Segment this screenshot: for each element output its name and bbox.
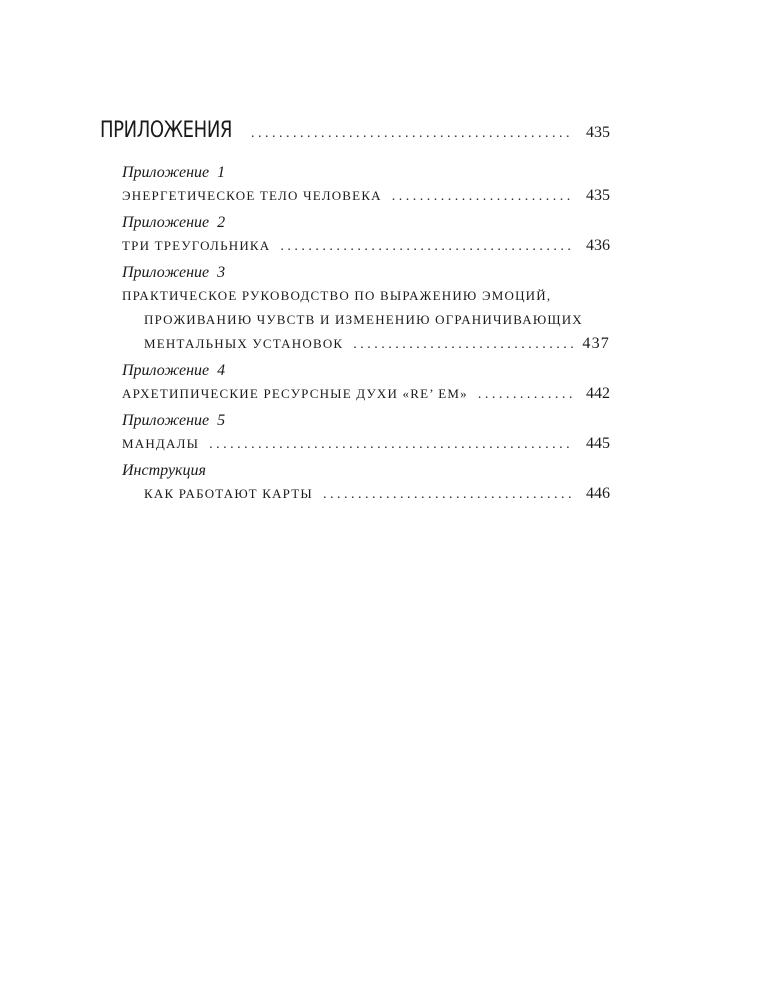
section-title: ПРИЛОЖЕНИЯ xyxy=(100,118,233,143)
dot-leader xyxy=(353,333,574,357)
dot-leader xyxy=(251,126,574,142)
toc-entry-multiline[interactable] xyxy=(122,284,610,356)
toc-section-row[interactable] xyxy=(100,118,610,158)
dot-leader xyxy=(323,483,574,507)
dot-leader xyxy=(209,433,574,457)
toc-entry[interactable] xyxy=(122,482,610,506)
entry-title-line: МЕНТАЛЬНЫХ УСТАНОВОК xyxy=(144,336,344,351)
appendix-label: Приложение 4 xyxy=(122,362,226,379)
entry-title: КАК РАБОТАЮТ КАРТЫ xyxy=(144,486,313,501)
dot-leader xyxy=(280,235,574,259)
instruction-label: Инструкция xyxy=(122,462,206,479)
appendix-list xyxy=(100,162,610,506)
entry-title: ТРИ ТРЕУГОЛЬНИКА xyxy=(122,238,271,253)
page-number: 435 xyxy=(586,187,610,204)
entry-title: АРХЕТИПИЧЕСКИЕ РЕСУРСНЫЕ ДУХИ «RE’ EM» xyxy=(122,386,468,401)
appendix-label: Приложение 1 xyxy=(122,164,226,181)
toc-entry[interactable] xyxy=(122,234,610,258)
appendix-label: Приложение 5 xyxy=(122,412,226,429)
page-number: 442 xyxy=(586,385,610,402)
entry-title: МАНДАЛЫ xyxy=(122,436,200,451)
entry-title-line: ПРАКТИЧЕСКОЕ РУКОВОДСТВО ПО ВЫРАЖЕНИЮ ЭМОЦИЙ, xyxy=(122,288,552,303)
toc-entry[interactable] xyxy=(122,184,610,208)
entry-title: ЭНЕРГЕТИЧЕСКОЕ ТЕЛО ЧЕЛОВЕКА xyxy=(122,188,382,203)
table-of-contents xyxy=(100,118,610,510)
page-number: 437 xyxy=(582,335,610,352)
dot-leader xyxy=(478,383,574,407)
toc-entry[interactable] xyxy=(122,432,610,456)
page-number: 446 xyxy=(586,485,610,502)
page-number: 445 xyxy=(586,435,610,452)
appendix-label: Приложение 3 xyxy=(122,264,226,281)
entry-title-line: ПРОЖИВАНИЮ ЧУВСТВ И ИЗМЕНЕНИЮ ОГРАНИЧИВАЮЩИХ xyxy=(144,312,583,327)
appendix-label: Приложение 2 xyxy=(122,214,226,231)
page-number: 435 xyxy=(586,124,610,141)
dot-leader xyxy=(392,185,574,209)
toc-entry[interactable] xyxy=(122,382,610,406)
page-number: 436 xyxy=(586,237,610,254)
